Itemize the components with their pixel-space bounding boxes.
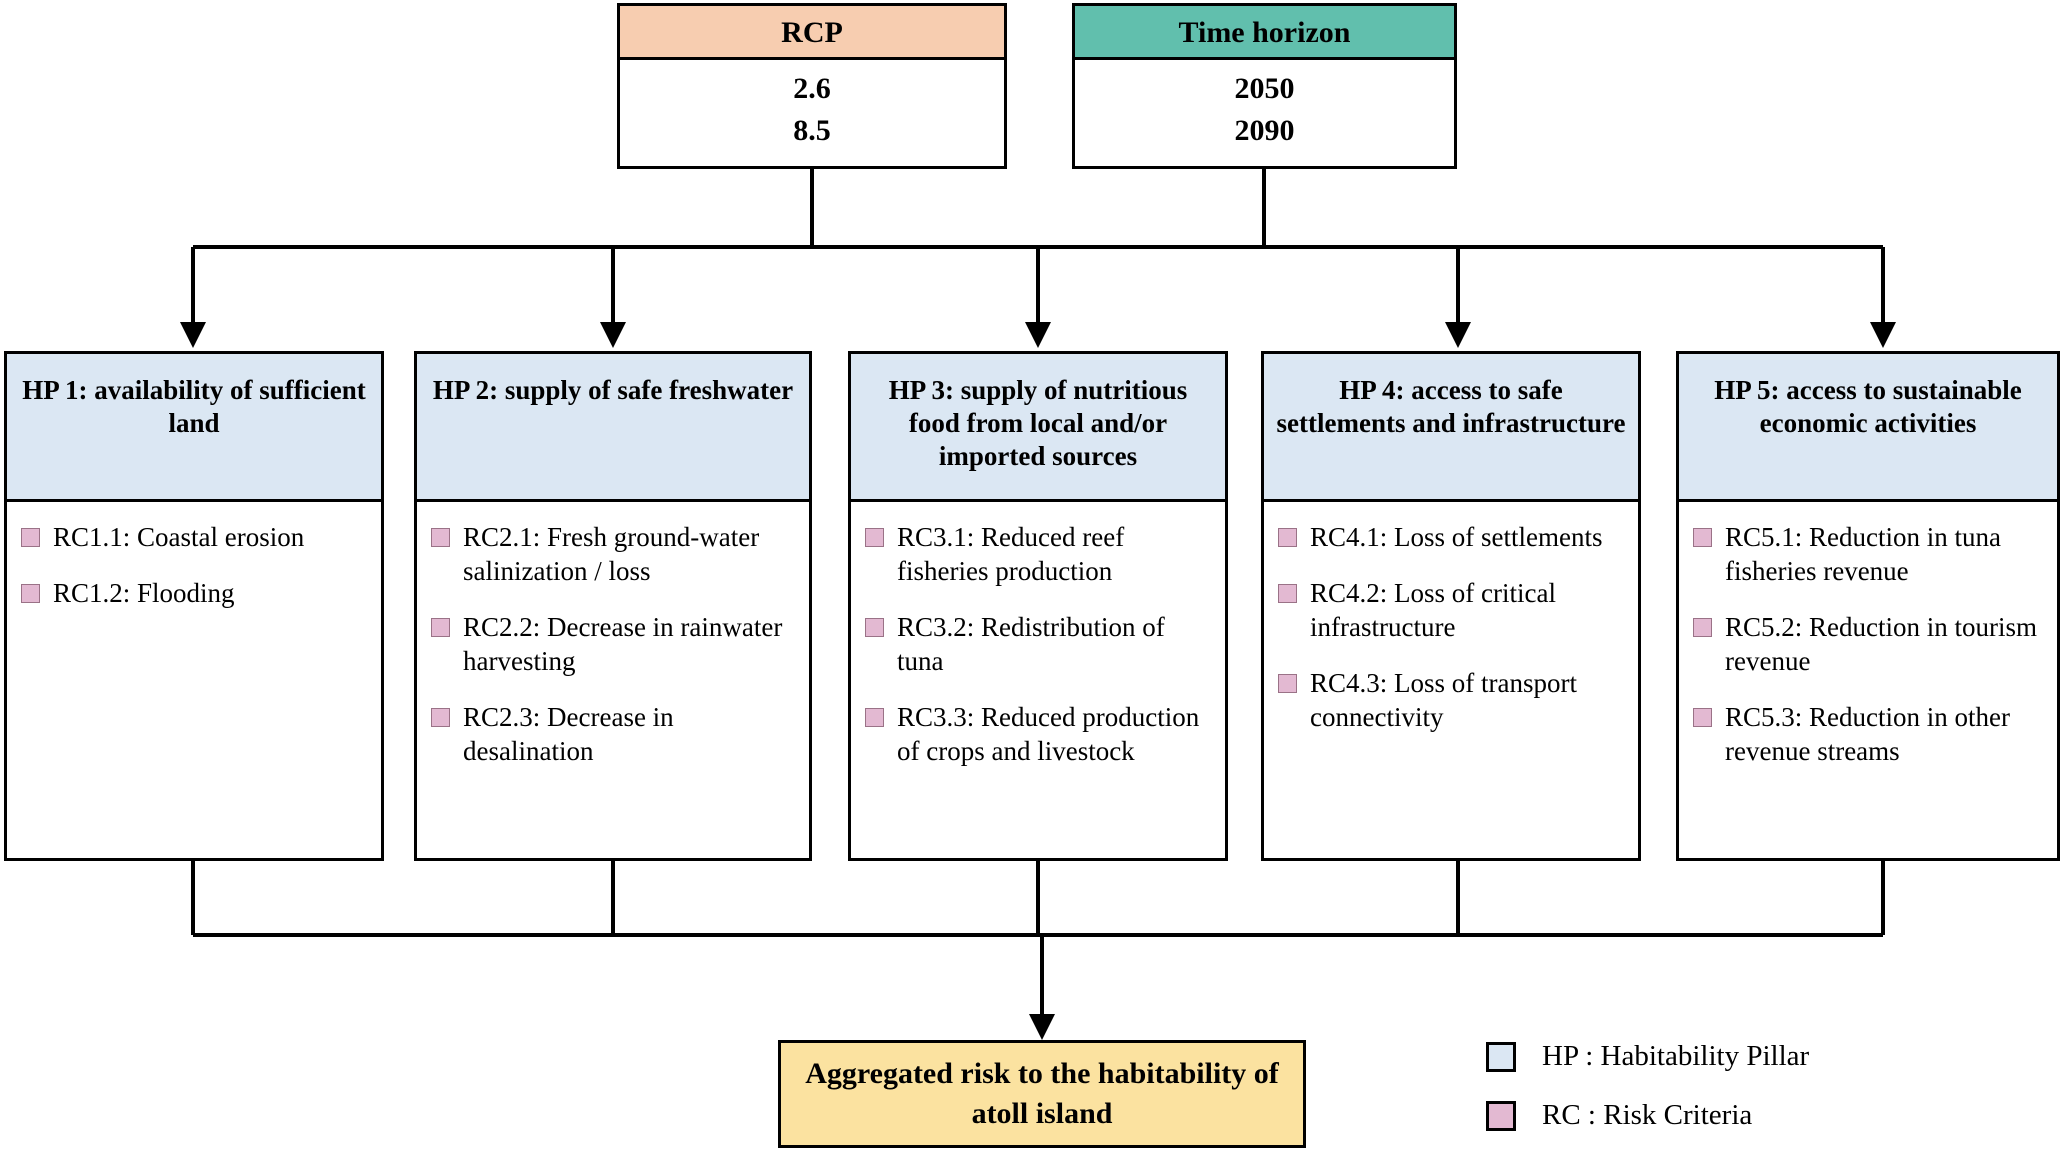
criteria-item: [431, 610, 795, 678]
pillar-hp3: [848, 351, 1228, 861]
criteria-bullet-icon: [865, 708, 884, 727]
criteria-label: RC5.1: Reduction in tuna fisheries revenue: [1725, 522, 2001, 586]
criteria-bullet-icon: [1278, 528, 1297, 547]
time-horizon-value-2: 2090: [1234, 114, 1295, 147]
pillar-hp1-criteria: [7, 502, 381, 610]
criteria-bullet-icon: [21, 528, 40, 547]
legend-swatch-rc-icon: [1486, 1101, 1516, 1131]
criteria-bullet-icon: [865, 528, 884, 547]
time-horizon-title: Time horizon: [1075, 6, 1454, 60]
criteria-label: RC1.2: Flooding: [53, 578, 235, 608]
criteria-item: [21, 576, 367, 610]
legend-label-hp: HP : Habitability Pillar: [1542, 1040, 1810, 1072]
criteria-label: RC1.1: Coastal erosion: [53, 522, 305, 552]
rcp-title: RCP: [620, 6, 1004, 60]
pillar-hp5: [1676, 351, 2060, 861]
rcp-box: [617, 3, 1007, 169]
criteria-label: RC3.3: Reduced production of crops and livestock: [897, 702, 1200, 766]
criteria-label: RC4.1: Loss of settlements: [1310, 522, 1603, 552]
legend-swatch-hp-icon: [1486, 1042, 1516, 1072]
legend-label-rc: RC : Risk Criteria: [1542, 1099, 1753, 1131]
criteria-item: [21, 520, 367, 554]
criteria-label: RC4.2: Loss of critical infrastructure: [1310, 578, 1556, 642]
pillar-hp4-criteria: [1264, 502, 1638, 734]
criteria-item: [1278, 666, 1624, 734]
criteria-bullet-icon: [1278, 584, 1297, 603]
criteria-bullet-icon: [431, 618, 450, 637]
time-horizon-box: [1072, 3, 1457, 169]
criteria-label: RC2.2: Decrease in rainwater harvesting: [463, 612, 783, 676]
criteria-bullet-icon: [431, 528, 450, 547]
criteria-bullet-icon: [1693, 618, 1712, 637]
pillar-hp4-title: HP 4: access to safe settlements and infrastructure: [1264, 354, 1638, 502]
legend-item-rc: [1486, 1099, 1809, 1132]
rcp-value-2: 8.5: [793, 114, 831, 147]
criteria-bullet-icon: [1278, 674, 1297, 693]
criteria-item: [865, 700, 1211, 768]
criteria-item: [1693, 700, 2043, 768]
aggregated-risk-box: Aggregated risk to the habitability of atoll island: [778, 1040, 1306, 1148]
pillar-hp3-criteria: [851, 502, 1225, 768]
criteria-bullet-icon: [865, 618, 884, 637]
criteria-label: RC4.3: Loss of transport connectivity: [1310, 668, 1577, 732]
time-horizon-value-1: 2050: [1234, 72, 1295, 105]
criteria-item: [865, 610, 1211, 678]
pillar-hp4: [1261, 351, 1641, 861]
criteria-label: RC2.3: Decrease in desalination: [463, 702, 674, 766]
pillar-hp5-title: HP 5: access to sustainable economic activities: [1679, 354, 2057, 502]
pillar-hp2: [414, 351, 812, 861]
criteria-label: RC3.2: Redistribution of tuna: [897, 612, 1165, 676]
criteria-bullet-icon: [1693, 708, 1712, 727]
pillar-hp2-criteria: [417, 502, 809, 768]
criteria-item: [1278, 520, 1624, 554]
pillar-hp1: [4, 351, 384, 861]
criteria-label: RC3.1: Reduced reef fisheries production: [897, 522, 1125, 586]
time-horizon-values: [1075, 60, 1454, 152]
legend-item-hp: [1486, 1040, 1809, 1073]
legend: [1486, 1040, 1809, 1158]
criteria-label: RC5.2: Reduction in tourism revenue: [1725, 612, 2038, 676]
criteria-label: RC2.1: Fresh ground-water salinization / loss: [463, 522, 760, 586]
pillar-hp2-title: HP 2: supply of safe freshwater: [417, 354, 809, 502]
criteria-item: [431, 700, 795, 768]
criteria-item: [1278, 576, 1624, 644]
criteria-item: [1693, 610, 2043, 678]
criteria-bullet-icon: [21, 584, 40, 603]
rcp-value-1: 2.6: [793, 72, 831, 105]
criteria-label: RC5.3: Reduction in other revenue streams: [1725, 702, 2010, 766]
criteria-item: [865, 520, 1211, 588]
pillar-hp5-criteria: [1679, 502, 2057, 768]
rcp-values: [620, 60, 1004, 152]
criteria-bullet-icon: [431, 708, 450, 727]
criteria-item: [1693, 520, 2043, 588]
pillar-hp3-title: HP 3: supply of nutritious food from local and/or imported sources: [851, 354, 1225, 502]
pillar-hp1-title: HP 1: availability of sufficient land: [7, 354, 381, 502]
criteria-item: [431, 520, 795, 588]
criteria-bullet-icon: [1693, 528, 1712, 547]
